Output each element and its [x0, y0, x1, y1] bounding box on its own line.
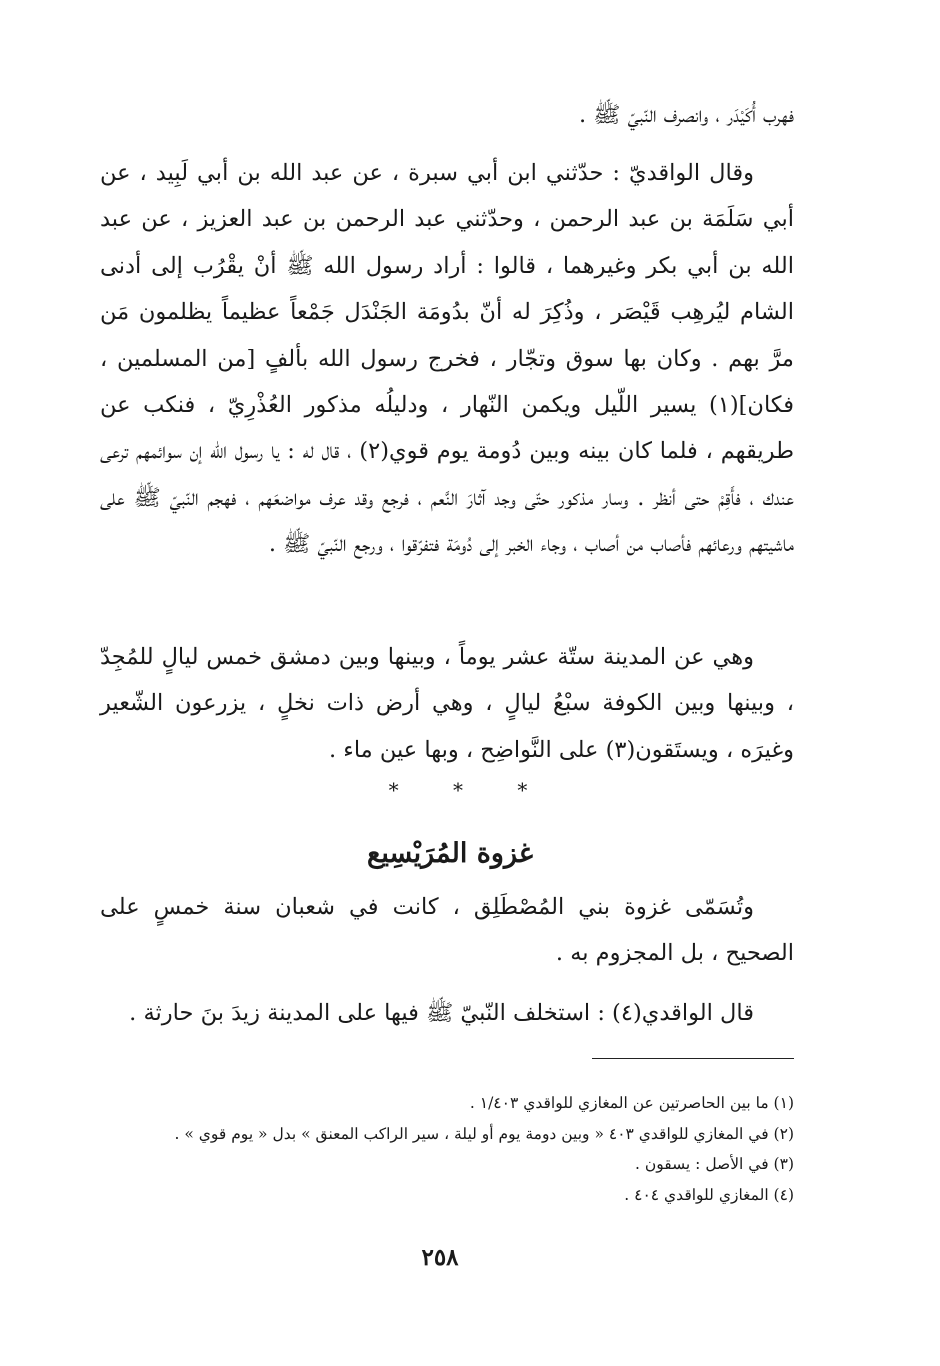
page-number: ٢٥٨ [421, 1244, 459, 1271]
paragraph-text: وتُسَمّى غزوة بني المُصْطَلِق ، كانت في شعبان سنة خمسٍ على الصحيح ، بل المجزوم به . [100, 894, 794, 967]
paragraph-dumah-description [100, 634, 794, 773]
paragraph-text: وهي عن المدينة ستّة عشر يوماً ، وبينها وبين دمشق خمس ليالٍ للمُجِدّ ، وبينها وبين الكوفة سبْعُ ليالٍ ، وهي أرض ذات نخلٍ ، يزرعون الشّعير وغيرَه ، ويستَقون(٣) على النَّواضِح ، وبها عين ماء . [100, 644, 794, 763]
footnote-1: (١) ما بين الحاصرتين عن المغازي للواقدي ١/٤٠٣ . [469, 1094, 794, 1112]
section-separator: * * * [388, 778, 552, 802]
opening-line-text: فهرب أُكَيْدَر ، وانصرف النّبيّ ﷺ . [578, 102, 794, 128]
footnote-divider [592, 1058, 794, 1059]
opening-line [100, 92, 794, 138]
paragraph-text: قال الواقدي(٤) : استخلف النّبيّ ﷺ فيها على المدينة زيدَ بنَ حارثة . [129, 1000, 754, 1026]
footnote-3: (٣) في الأصل : يسقون . [635, 1155, 794, 1173]
paragraph-text: وقال الواقديّ : حدّثني ابن أبي سبرة ، عن عبد الله بن أبي لَبِيد ، عن أبي سَلَمَة بن عبد الرحمن ، وحدّثني عبد الرحمن بن عبد العزيز ، عن عبد الله بن أبي بكر وغيرهما ، قالوا : أراد رسول الله ﷺ أنْ يقْرُب إلى أدنى الشام ليُرهِب قَيْصَر ، وذُكِرَ له أنّ بدُومَة الجَنْدَل جَمْعاً عظيماً يظلمون مَن مرَّ بهم . وكان بها سوق وتجّار ، فخرج رسول الله بألفٍ [من المسلمين ، فكان](١) يسير اللّيل ويكمن النّهار ، ودليلُه مذكور العُذْرِيّ ، فنكب عن طريقهم ، فلما كان بينه وبين دُومة يوم قوي(٢) ، قال له : يا رسول الله إن سوائمهم ترعى عندك ، فأَقِمْ حتى أنظر . وسار مذكور حتّى وجد آثارَ النَّعم ، فرجع وقد عرف مواضعَهم ، فهجم النّبيّ ﷺ على ماشيتهم ورعائهم فأصاب من أصاب ، وجاء الخبر إلى دُومَة فتفرّقوا ، ورجع النّبيّ ﷺ . [100, 160, 795, 558]
footnote-2: (٢) في المغازي للواقدي ٤٠٣ « وبين دومة يوم أو ليلة ، سير الراكب المعنق » بدل « يوم قوي » . [174, 1124, 794, 1143]
paragraph-muraysi-intro [100, 884, 794, 977]
footnotes [110, 1088, 794, 1210]
paragraph-waqidi-narration [100, 150, 794, 568]
paragraph-waqidi-quote [100, 990, 794, 1036]
section-heading: غزوة المُرَيْسِيع [367, 838, 533, 869]
footnote-4: (٤) المغازي للواقدي ٤٠٤ . [624, 1185, 794, 1204]
